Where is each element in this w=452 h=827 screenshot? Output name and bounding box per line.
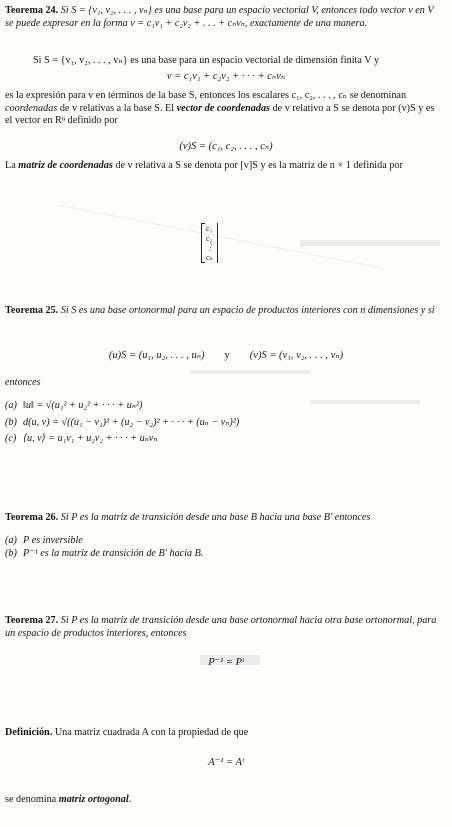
equation-a-inverse: A⁻¹ = Aᵗ [208,757,244,768]
teorema-26-heading: Teorema 26. [5,512,59,523]
matrix-entry: c₁ [206,224,213,233]
item-label: (a) [5,400,17,411]
teorema-24-paragraph-1 [5,55,444,68]
teorema-26-text: Si P es la matriz de transición desde una base B hacia una base B′ entonces [60,512,371,523]
p3-text-c: de v relativa a S se denota por [v]S y es la matriz de n × 1 definida por [112,160,403,171]
term-matriz-ortogonal: matriz ortogonal [58,794,129,805]
teorema-26-items [5,535,203,560]
coordinate-column-matrix [201,223,218,263]
term-coordenadas: coordenadas [5,102,58,114]
teorema-24-paragraph-3 [5,160,444,173]
equation-u-coordinates: (u)S = (u₁, u₂, . . . , uₙ) [108,350,205,361]
paragraph-1-text: Si S = {v₁, v₂, . . . , vₙ} es una base para un espacio vectorial de dimensión finita V y [33,55,380,66]
teorema-24-text: Si S = {v₁, v₂, . . . , vₙ} es una base para un espacio vectorial V, entonces todo vector v en V se puede expresar en la forma v = c₁v₁ + c₂v₂ + . . . + cₙvₙ, exactamente de una manera. [5,5,434,29]
tail-text-c: . [128,794,132,805]
p2-text-e: de v relativo a S se denota por (v)S y es el vector en Rⁿ definido por [5,102,435,127]
tail-text-a: se denomina [5,794,59,805]
p2-text-c: de v relativas a la base S. El [57,102,177,114]
item-text: P es inversible [23,535,83,546]
list-item [5,400,239,413]
item-label: (a) [5,535,17,546]
item-text: ⟨u, v⟩ = u₁v₁ + u₂v₂ + · · · + uₙvₙ [23,433,158,445]
matrix-entry: c₂ [206,234,213,243]
teorema-25-statement [5,305,444,318]
teorema-24-paragraph-2 [5,90,444,128]
teorema-24-statement [5,5,444,30]
teorema-26-statement [5,512,444,525]
teorema-24-heading: Teorema 24. [5,5,59,16]
definicion-tail [5,794,444,807]
item-text: d(u, v) = √((u₁ − v₁)² + (u₂ − v₂)² + · · · + (uₙ − vₙ)²) [23,416,240,428]
conjunction-y: y [224,350,230,361]
definicion-text: Una matriz cuadrada A con la propiedad de que [54,727,249,738]
teorema-25-text: Si S es una base ortonormal para un espacio de productos interiores con n dimensiones y si [60,305,435,316]
equation-p-inverse: P⁻¹ = Pᵗ [208,657,244,668]
item-label: (b) [5,416,17,428]
equation-v-coordinates: (v)S = (v₁, v₂, . . . , vₙ) [249,350,344,361]
entonces-label: entonces [5,377,41,388]
item-label: (b) [5,547,17,559]
item-label: (c) [5,433,17,445]
bleed-through-line [60,205,384,269]
teorema-27-text: Si P es la matriz de transición desde una base ortonormal hacia otra base ortonormal, para un espacio de productos interiores, entonces [5,615,437,639]
teorema-27-heading: Teorema 27. [5,615,59,626]
term-matriz-de-coordenadas: matriz de coordenadas [18,160,113,171]
equation-v-linear-combination: v = c₁v₁ + c₂v₂ + · · · + cₙvₙ [166,71,286,82]
teorema-25-heading: Teorema 25. [5,305,59,316]
equation-coordinate-vector: (v)S = (c₁, c₂, . . . , cₙ) [179,141,273,152]
matrix-entry: ⋮ [206,243,214,252]
bleed-through-block [310,400,420,404]
p3-text-a: La [5,160,19,171]
equation-u-v-coordinates [0,349,452,361]
matrix-entry: cₙ [206,253,213,262]
teorema-25-items [5,400,239,446]
list-item [5,535,203,548]
definicion-statement [5,727,444,740]
list-item [5,548,203,561]
item-text: ‖u‖ = √(u₁² + u₂² + · · · + uₙ²) [23,400,143,411]
p2-text-a: es la expresión para v en términos de la base S, entonces los escalares c₁, c₂, . . . , cₙ se denominan [5,90,407,101]
list-item [5,433,239,446]
item-text: P⁻¹ es la matriz de transición de B′ hacia B. [23,547,204,559]
teorema-27-statement [5,615,444,640]
bleed-through-block [190,370,310,374]
list-item [5,417,239,430]
definicion-heading: Definición. [5,727,53,738]
term-vector-de-coordenadas: vector de coordenadas [176,102,271,114]
bleed-through-block [300,240,440,246]
